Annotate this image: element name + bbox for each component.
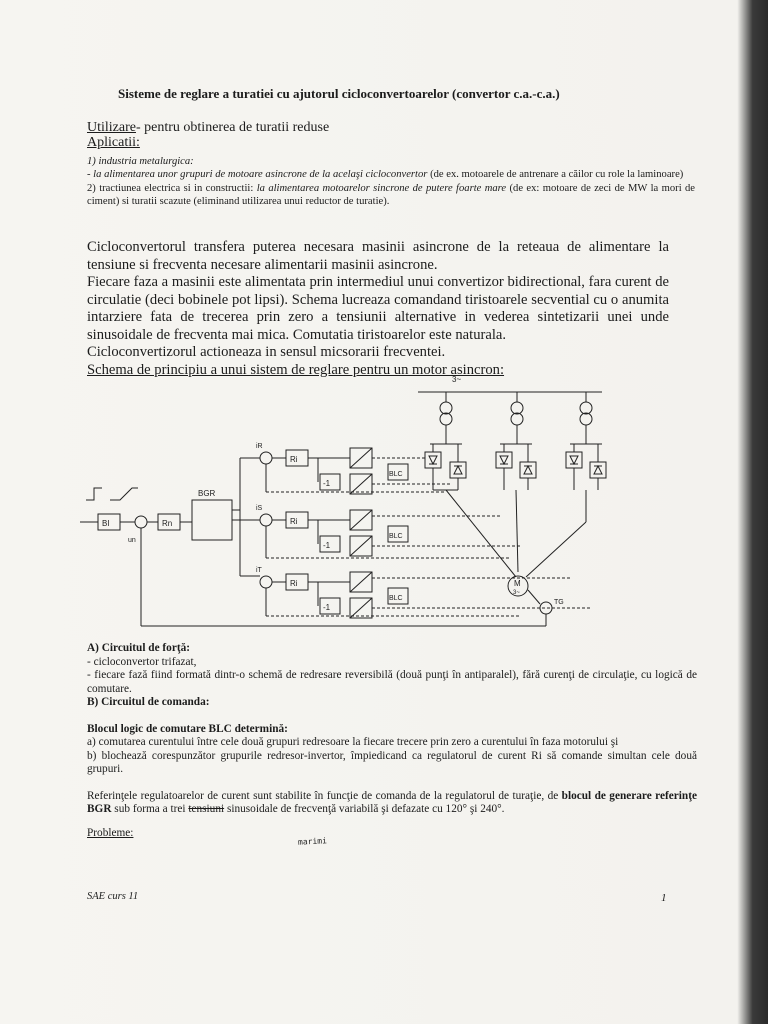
- un-label: un: [128, 537, 136, 544]
- page-number: 1: [661, 892, 667, 904]
- aplicatii-list: [87, 155, 695, 208]
- section-a-heading: A) Circuitul de forţă:: [87, 642, 191, 654]
- utilizare-text: - pentru obtinerea de turatii reduse: [135, 120, 330, 135]
- blc-label-s: BLC: [389, 533, 403, 540]
- blc-heading: Blocul logic de comutare BLC determină:: [87, 722, 288, 735]
- referinte-bold: blocul de generare referinţe BGR: [87, 789, 697, 815]
- aplicatii-item2-prefix: 2) tractiunea electrica si in constructii:: [87, 182, 257, 194]
- section-a-line2: - fiecare fază fiind formată dintr-o schemă de redresare reversibilă (două punţi în antiparalel), fără curenţi de circulaţie, cu logică de comutare.: [87, 669, 697, 695]
- bridge-phase-s: [496, 444, 536, 490]
- motor-sub-label: 3~: [513, 590, 520, 596]
- minus-one-t: -1: [323, 603, 331, 612]
- body-paragraphs: [87, 239, 669, 379]
- supply-label: 3~: [452, 375, 462, 384]
- paragraph-3: Cicloconvertizorul actioneaza in sensul micsorarii frecventei.: [87, 344, 446, 360]
- bgr-block: [192, 500, 232, 540]
- handwritten-correction: marimi: [297, 836, 328, 847]
- page-title: Sisteme de reglare a turatiei cu ajutorul cicloconvertoarelor (convertor c.a.-c.a.): [118, 86, 560, 101]
- tachogenerator-symbol: [540, 602, 552, 614]
- aplicatii-item1-rest: (de ex. motoarele de antrenare a căilor cu role la laminoare): [427, 169, 684, 181]
- ri-label-r: Ri: [290, 455, 298, 464]
- lower-text: [87, 642, 697, 840]
- blc-label-t: BLC: [389, 595, 403, 602]
- phase-s-control: [256, 505, 520, 558]
- ramp-symbol: [110, 488, 138, 500]
- aplicatii-item1-italic: - la alimentarea unor grupuri de motoare asincrone de la acelaşi cicloconvertor: [87, 169, 428, 181]
- blc-label-r: BLC: [389, 471, 403, 478]
- is-label: iS: [256, 505, 263, 512]
- ri-label-s: Ri: [290, 517, 298, 526]
- referinte-part2: sub forma a trei: [111, 803, 189, 815]
- referinte-struck: tensiuni: [188, 803, 225, 815]
- section-a-line1: - cicloconvertor trifazat,: [87, 655, 197, 668]
- utilizare-line: [87, 120, 329, 136]
- ir-label: iR: [256, 443, 263, 450]
- bridge-phase-t: [566, 444, 606, 490]
- aplicatii-heading: Aplicatii:: [87, 135, 140, 150]
- referinte-part1: Referinţele regulatoarelor de curent sunt stabilite în funcţie de comanda de la regulatorul de turaţie, de: [87, 789, 562, 802]
- motor-label: M: [514, 579, 521, 588]
- blc-item-a: a) comutarea curentului între cele două grupuri redresoare la fiecare trecere prin zero a curentului în faza motorului şi: [87, 736, 619, 748]
- transformer-r: [440, 392, 452, 444]
- minus-one-r: -1: [323, 479, 331, 488]
- bgr-label: BGR: [198, 489, 216, 498]
- probleme-heading: Probleme:: [87, 826, 134, 839]
- phase-r-control: [256, 443, 450, 494]
- referinte-part3: sinusoidale de frecvenţă variabilă şi defazate cu 120° şi 240°.: [224, 803, 505, 815]
- aplicatii-item1-title: 1) industria metalurgica:: [87, 156, 194, 167]
- minus-one-s: -1: [323, 541, 331, 550]
- aplicatii-item2-italic: la alimentarea motoarelor sincrone de putere foarte mare: [256, 182, 507, 194]
- ri-label-t: Ri: [290, 579, 298, 588]
- bi-label: BI: [102, 519, 110, 528]
- bridge-phase-r: [425, 444, 466, 490]
- transformer-t: [580, 392, 592, 444]
- paragraph-1: Cicloconvertorul transfera puterea necesara masinii asincrone de la reteaua de alimentare la tensiune si frecventa necesare alimentarii masinii asincrone.: [87, 239, 669, 273]
- speed-summing-junction: [135, 516, 147, 528]
- footer-course-label: SAE curs 11: [87, 891, 139, 902]
- referinte-paragraph: [87, 790, 697, 817]
- control-scheme-diagram: [80, 372, 640, 642]
- phase-t-control: [256, 567, 590, 618]
- it-label: iT: [256, 567, 262, 574]
- rn-label: Rn: [162, 519, 173, 528]
- section-b-heading: B) Circuitul de comanda:: [87, 696, 210, 708]
- paragraph-2: Fiecare faza a masinii este alimentata prin intermediul unui convertizor bidirectional, fara curent de circulatie (deci bobinele pot lipsi). Schema lucreaza comandand tiristoarele secvential cu o anumita intarziere fata de trecerea prin zero a tensiunii alternative in vederea sintetizarii unei unde sinusoidale de frecventa mai mica. Comutatia tiristoarelor este naturala.: [87, 274, 669, 343]
- transformer-s: [511, 392, 523, 444]
- blc-item-b: b) blochează corespunzător grupurile redresor-invertor, împiedicand ca regulatorul de curent Ri să comande simultan cele două grupuri.: [87, 749, 697, 775]
- utilizare-label: Utilizare: [87, 120, 136, 135]
- aplicatii-item2-rest: (de ex: motoare de zeci de MW la mori de ciment) si turatii scazute (eliminand utilizarea unui reductor de turatie).: [87, 182, 696, 207]
- step-symbol: [86, 488, 102, 500]
- paragraph-4-schema-title: Schema de principiu a unui sistem de reglare pentru un motor asincron:: [87, 361, 505, 378]
- tg-label: TG: [554, 599, 564, 606]
